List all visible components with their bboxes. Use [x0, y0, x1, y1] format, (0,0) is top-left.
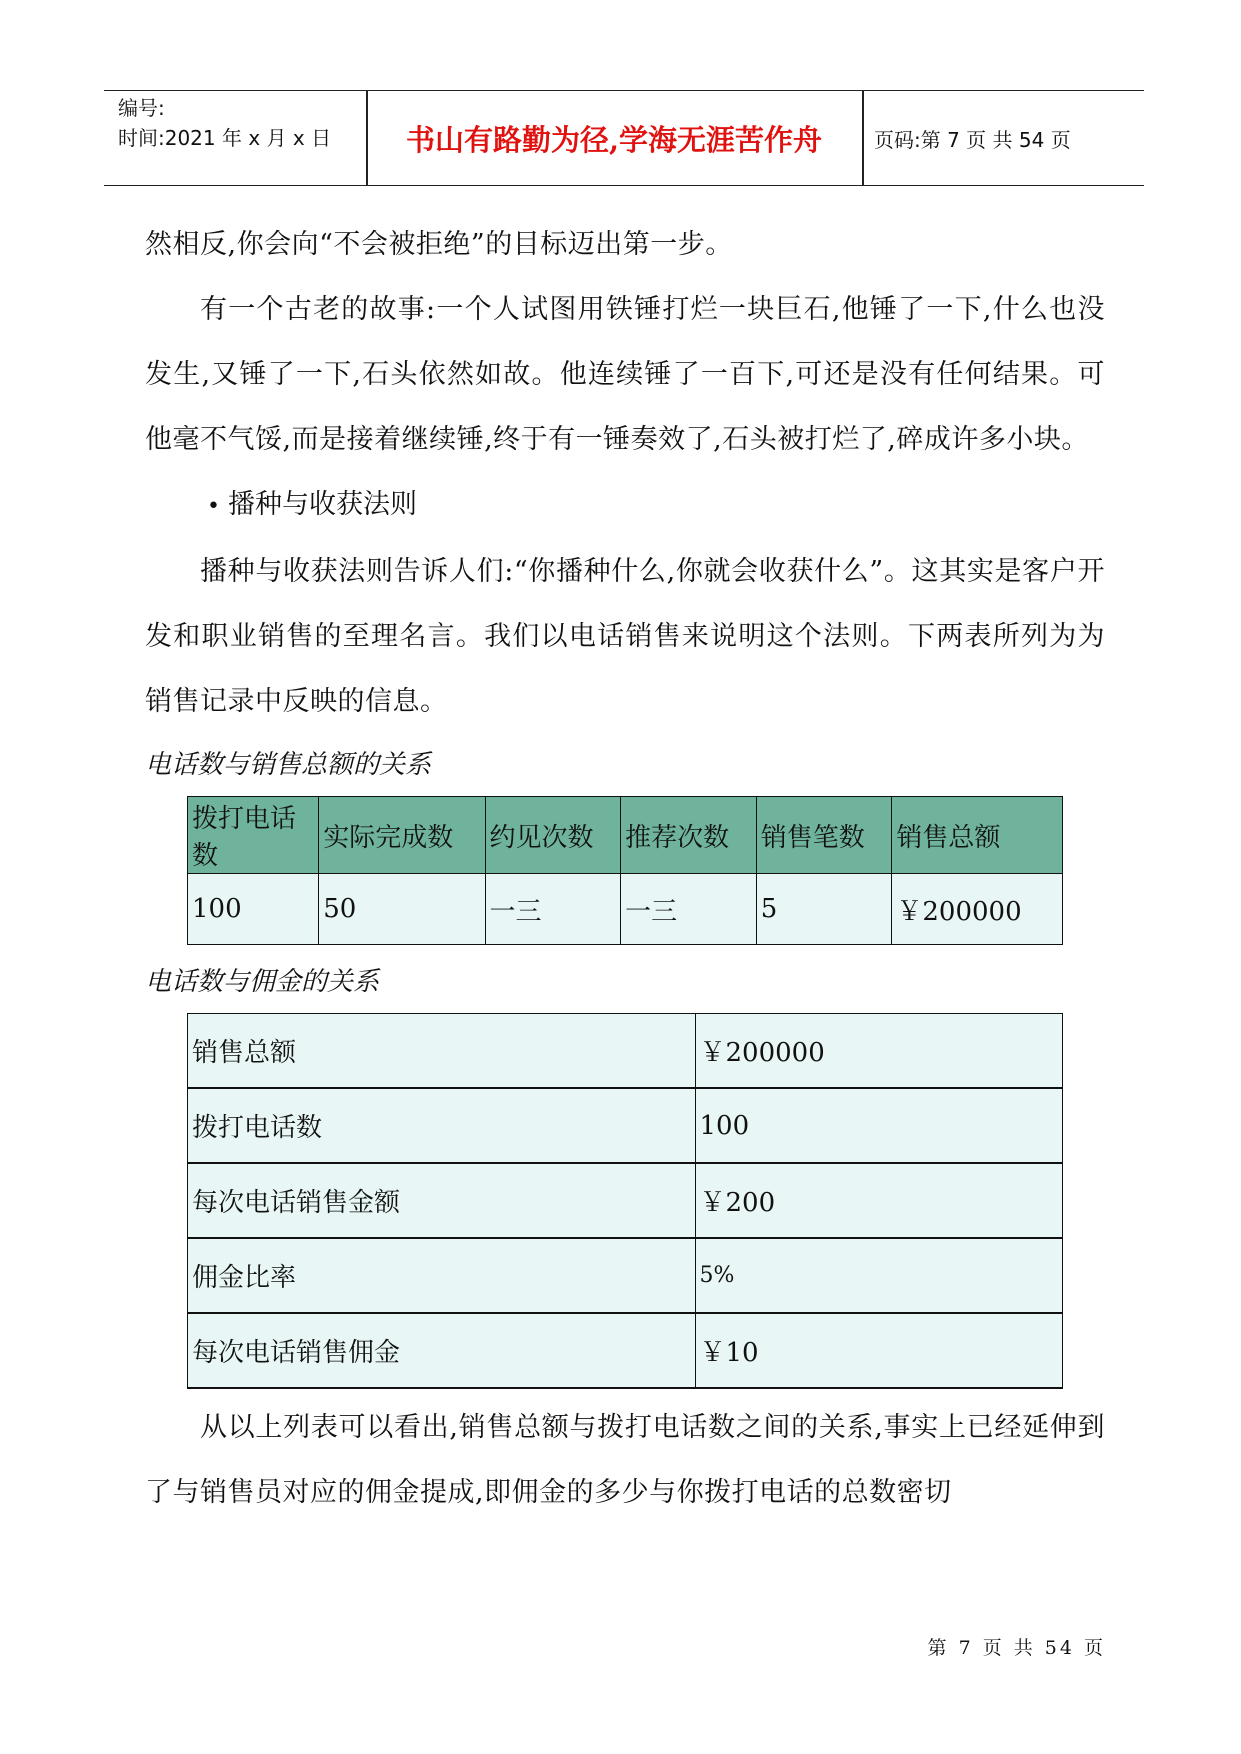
- table-value-cell: ￥10: [695, 1313, 1063, 1388]
- table-row: [188, 1238, 1063, 1313]
- table-cell: 一三: [621, 874, 757, 945]
- table-row: [188, 1163, 1063, 1238]
- table2-caption: 电话数与佣金的关系: [145, 967, 380, 997]
- table-row: [188, 874, 1063, 945]
- header-meta: [118, 93, 331, 153]
- table-row: [188, 1088, 1063, 1163]
- table-value-cell: 5%: [695, 1238, 1063, 1313]
- table-header-cell: 实际完成数: [319, 797, 485, 874]
- paragraph-story: 有一个古老的故事:一个人试图用铁锤打烂一块巨石,他锤了一下,什么也没发生,又锤了一下,石头依然如故。他连续锤了一百下,可还是没有任何结果。可他毫不气馁,而是接着继续锤,终于有一锤奏效了,石头被打烂了,碎成许多小块。: [145, 294, 1105, 455]
- header-page-number: 页码:第 7 页 共 54 页: [874, 127, 1071, 152]
- table-value-cell: 100: [695, 1088, 1063, 1163]
- calls-vs-commission-table: [187, 1013, 1063, 1389]
- table1-caption: 电话数与销售总额的关系: [145, 750, 432, 780]
- document-number-label: 编号:: [118, 96, 165, 120]
- page-header: [104, 90, 1144, 186]
- header-divider-left: [366, 91, 368, 185]
- table-label-cell: 拨打电话数: [188, 1088, 696, 1163]
- table-cell: 50: [319, 874, 485, 945]
- table-cell: 一三: [485, 874, 621, 945]
- document-body: [145, 212, 1105, 1525]
- table-value-cell: ￥200000: [695, 1014, 1063, 1089]
- table-row: [188, 1014, 1063, 1089]
- table-value-cell: ￥200: [695, 1163, 1063, 1238]
- table-row: [188, 1313, 1063, 1388]
- table-cell: ￥200000: [892, 874, 1063, 945]
- table-label-cell: 销售总额: [188, 1014, 696, 1089]
- table-cell: 100: [188, 874, 319, 945]
- table-header-cell: 推荐次数: [621, 797, 757, 874]
- header-motto: 书山有路勤为径,学海无涯苦作舟: [405, 122, 823, 157]
- document-time-label: 时间:2021 年 x 月 x 日: [118, 126, 332, 150]
- bullet-heading-text: 播种与收获法则: [227, 489, 417, 520]
- bullet-dot-icon: •: [207, 494, 220, 519]
- table-label-cell: 每次电话销售金额: [188, 1163, 696, 1238]
- table-label-cell: 每次电话销售佣金: [188, 1313, 696, 1388]
- table-header-cell: 约见次数: [485, 797, 621, 874]
- calls-vs-sales-table: [187, 796, 1063, 945]
- paragraph-law: 播种与收获法则告诉人们:“你播种什么,你就会收获什么”。这其实是客户开发和职业销售的至理名言。我们以电话销售来说明这个法则。下两表所列为为销售记录中反映的信息。: [145, 556, 1105, 717]
- paragraph-continuation: 然相反,你会向“不会被拒绝”的目标迈出第一步。: [145, 229, 733, 260]
- page-footer: 第 7 页 共 54 页: [927, 1637, 1106, 1659]
- table-header-cell: 销售笔数: [756, 797, 892, 874]
- table-header-cell: 销售总额: [892, 797, 1063, 874]
- table-cell: 5: [756, 874, 892, 945]
- table-header-cell: 拨打电话数: [188, 797, 319, 874]
- bullet-heading: [145, 472, 1105, 539]
- paragraph-conclusion: 从以上列表可以看出,销售总额与拨打电话数之间的关系,事实上已经延伸到了与销售员对应的佣金提成,即佣金的多少与你拨打电话的总数密切: [145, 1412, 1105, 1508]
- header-divider-right: [862, 91, 864, 185]
- table-header-row: [188, 797, 1063, 874]
- table-label-cell: 佣金比率: [188, 1238, 696, 1313]
